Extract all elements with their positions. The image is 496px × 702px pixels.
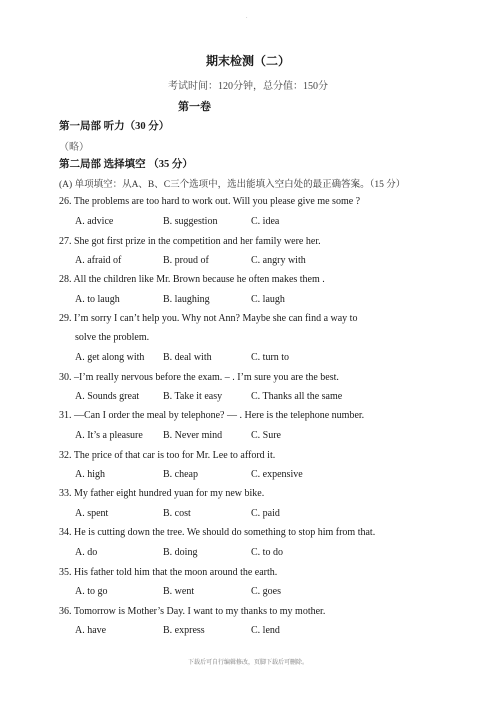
options-32 bbox=[75, 469, 435, 483]
option-a: A. advice bbox=[75, 216, 114, 227]
option-c: C. idea bbox=[251, 216, 280, 227]
option-c: C. Thanks all the same bbox=[251, 391, 343, 402]
question-30: 30. –I’m really nervous before the exam. – . I’m sure you are the best. bbox=[59, 372, 339, 383]
option-b: B. cheap bbox=[163, 469, 198, 480]
question-32: 32. The price of that car is too for Mr. Lee to afford it. bbox=[59, 450, 276, 461]
options-27 bbox=[75, 255, 435, 269]
option-a: A. It’s a pleasure bbox=[75, 430, 143, 441]
option-a: A. afraid of bbox=[75, 255, 122, 266]
part2-instruction: (A) 单项填空：从A、B、C三个选项中，选出能填入空白处的最正确答案。（15 分） bbox=[59, 180, 406, 190]
part1-note: （略） bbox=[59, 142, 89, 153]
option-c: C. Sure bbox=[251, 430, 281, 441]
option-a: A. to laugh bbox=[75, 294, 120, 305]
option-b: B. doing bbox=[163, 547, 198, 558]
option-b: B. laughing bbox=[163, 294, 210, 305]
question-36: 36. Tomorrow is Mother’s Day. I want to my thanks to my mother. bbox=[59, 606, 326, 617]
question-26: 26. The problems are too hard to work out. Will you please give me some ? bbox=[59, 196, 361, 207]
question-35: 35. His father told him that the moon around the earth. bbox=[59, 567, 278, 578]
option-c: C. paid bbox=[251, 508, 280, 519]
page-footer: 下载后可自行编辑修改，页脚下载后可删除。 bbox=[187, 660, 308, 666]
options-26 bbox=[75, 216, 435, 230]
exam-subtitle: 考试时间：120分钟，总分值：150分 bbox=[168, 81, 328, 92]
question-29: 29. I’m sorry I can’t help you. Why not Ann? Maybe she can find a way to bbox=[59, 313, 358, 324]
options-33 bbox=[75, 508, 435, 522]
question-28: 28. All the children like Mr. Brown because he often makes them . bbox=[59, 274, 325, 285]
question-33: 33. My father eight hundred yuan for my new bike. bbox=[59, 488, 265, 499]
volume-heading: 第一卷 bbox=[178, 101, 211, 113]
question-31: 31. —Can I order the meal by telephone? — . Here is the telephone number. bbox=[59, 410, 365, 421]
option-c: C. lend bbox=[251, 625, 280, 636]
option-c: C. expensive bbox=[251, 469, 303, 480]
option-b: B. deal with bbox=[163, 352, 212, 363]
option-b: B. suggestion bbox=[163, 216, 218, 227]
options-28 bbox=[75, 294, 435, 308]
options-36 bbox=[75, 625, 435, 639]
question-27: 27. She got first prize in the competition and her family were her. bbox=[59, 236, 321, 247]
option-a: A. get along with bbox=[75, 352, 145, 363]
option-b: B. express bbox=[163, 625, 205, 636]
option-a: A. have bbox=[75, 625, 107, 636]
question-29-continued: solve the problem. bbox=[75, 332, 150, 343]
option-a: A. high bbox=[75, 469, 105, 480]
question-34: 34. He is cutting down the tree. We should do something to stop him from that. bbox=[59, 527, 376, 538]
exam-title: 期末检测（二） bbox=[205, 54, 290, 68]
option-c: C. goes bbox=[251, 586, 281, 597]
part2-heading: 第二局部 选择填空 （35 分） bbox=[59, 159, 193, 170]
option-c: C. to do bbox=[251, 547, 283, 558]
option-b: B. proud of bbox=[163, 255, 209, 266]
options-34 bbox=[75, 547, 435, 561]
option-b: B. went bbox=[163, 586, 195, 597]
option-a: A. to go bbox=[75, 586, 108, 597]
option-a: A. do bbox=[75, 547, 98, 558]
options-31 bbox=[75, 430, 435, 444]
option-c: C. turn to bbox=[251, 352, 290, 363]
option-b: B. cost bbox=[163, 508, 191, 519]
option-b: B. Take it easy bbox=[163, 391, 223, 402]
option-a: A. Sounds great bbox=[75, 391, 140, 402]
options-35 bbox=[75, 586, 435, 600]
option-c: C. angry with bbox=[251, 255, 306, 266]
header-mark: . bbox=[246, 14, 248, 20]
options-29 bbox=[75, 352, 435, 366]
options-30 bbox=[75, 391, 435, 405]
option-b: B. Never mind bbox=[163, 430, 223, 441]
option-c: C. laugh bbox=[251, 294, 285, 305]
option-a: A. spent bbox=[75, 508, 109, 519]
part1-heading: 第一局部 听力（30 分） bbox=[59, 121, 170, 132]
